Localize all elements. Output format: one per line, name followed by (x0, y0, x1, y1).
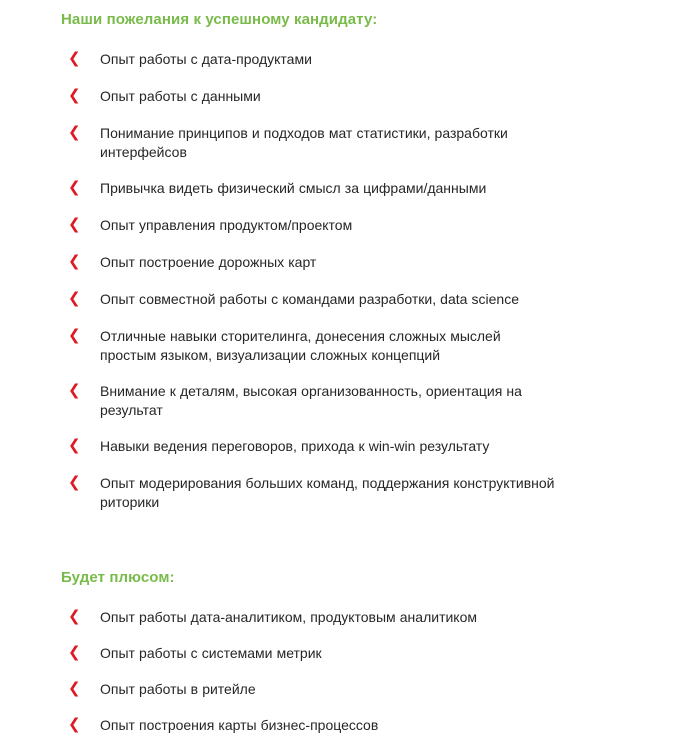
nice-to-have-list (0, 608, 681, 736)
chevron-left-icon: ❮ (68, 474, 81, 491)
chevron-left-icon: ❮ (68, 680, 81, 697)
section-heading-plus: Будет плюсом: (61, 569, 175, 586)
requirements-list (0, 50, 681, 512)
list-item-label: Опыт работы с дата-продуктами (100, 51, 312, 67)
chevron-left-icon: ❮ (68, 87, 81, 104)
list-item (0, 608, 681, 628)
list-item-label: Навыки ведения переговоров, прихода к win-win результату (100, 438, 490, 454)
chevron-left-icon: ❮ (68, 327, 81, 344)
list-item-label: Опыт работы с данными (100, 88, 261, 104)
chevron-left-icon: ❮ (68, 253, 81, 270)
list-item (0, 327, 681, 365)
list-item (0, 179, 681, 199)
chevron-left-icon: ❮ (68, 124, 81, 141)
list-item (0, 382, 681, 420)
list-item (0, 216, 681, 236)
chevron-left-icon: ❮ (68, 50, 81, 67)
list-item-label: Опыт работы дата-аналитиком, продуктовым аналитиком (100, 609, 477, 625)
list-item (0, 680, 681, 700)
list-item (0, 50, 681, 70)
chevron-left-icon: ❮ (68, 437, 81, 454)
list-item-label: Опыт управления продуктом/проектом (100, 217, 353, 233)
list-item (0, 87, 681, 107)
list-item-label: Опыт модерирования больших команд, поддержания конструктивной риторики (100, 475, 555, 510)
list-item (0, 253, 681, 273)
chevron-left-icon: ❮ (68, 179, 81, 196)
chevron-left-icon: ❮ (68, 216, 81, 233)
list-item-label: Опыт построение дорожных карт (100, 254, 317, 270)
list-item-label: Опыт совместной работы с командами разработки, data science (100, 291, 519, 307)
list-item (0, 716, 681, 736)
chevron-left-icon: ❮ (68, 608, 81, 625)
chevron-left-icon: ❮ (68, 290, 81, 307)
list-item (0, 124, 681, 162)
list-item-label: Понимание принципов и подходов мат статистики, разработки интерфейсов (100, 125, 508, 160)
list-item-label: Опыт построения карты бизнес-процессов (100, 717, 379, 733)
list-item (0, 474, 681, 512)
list-item-label: Отличные навыки сторителинга, донесения сложных мыслей простым языком, визуализации сложных концепций (100, 328, 501, 363)
list-item (0, 437, 681, 457)
chevron-left-icon: ❮ (68, 716, 81, 733)
list-item-label: Опыт работы в ритейле (100, 681, 256, 697)
section-heading-wishes: Наши пожелания к успешному кандидату: (61, 11, 378, 28)
section-plus (0, 569, 681, 736)
list-item-label: Внимание к деталям, высокая организованность, ориентация на результат (100, 383, 522, 418)
chevron-left-icon: ❮ (68, 644, 81, 661)
chevron-left-icon: ❮ (68, 382, 81, 399)
list-item-label: Привычка видеть физический смысл за цифрами/данными (100, 180, 487, 196)
list-item (0, 644, 681, 664)
list-item (0, 290, 681, 310)
list-item-label: Опыт работы с системами метрик (100, 645, 322, 661)
